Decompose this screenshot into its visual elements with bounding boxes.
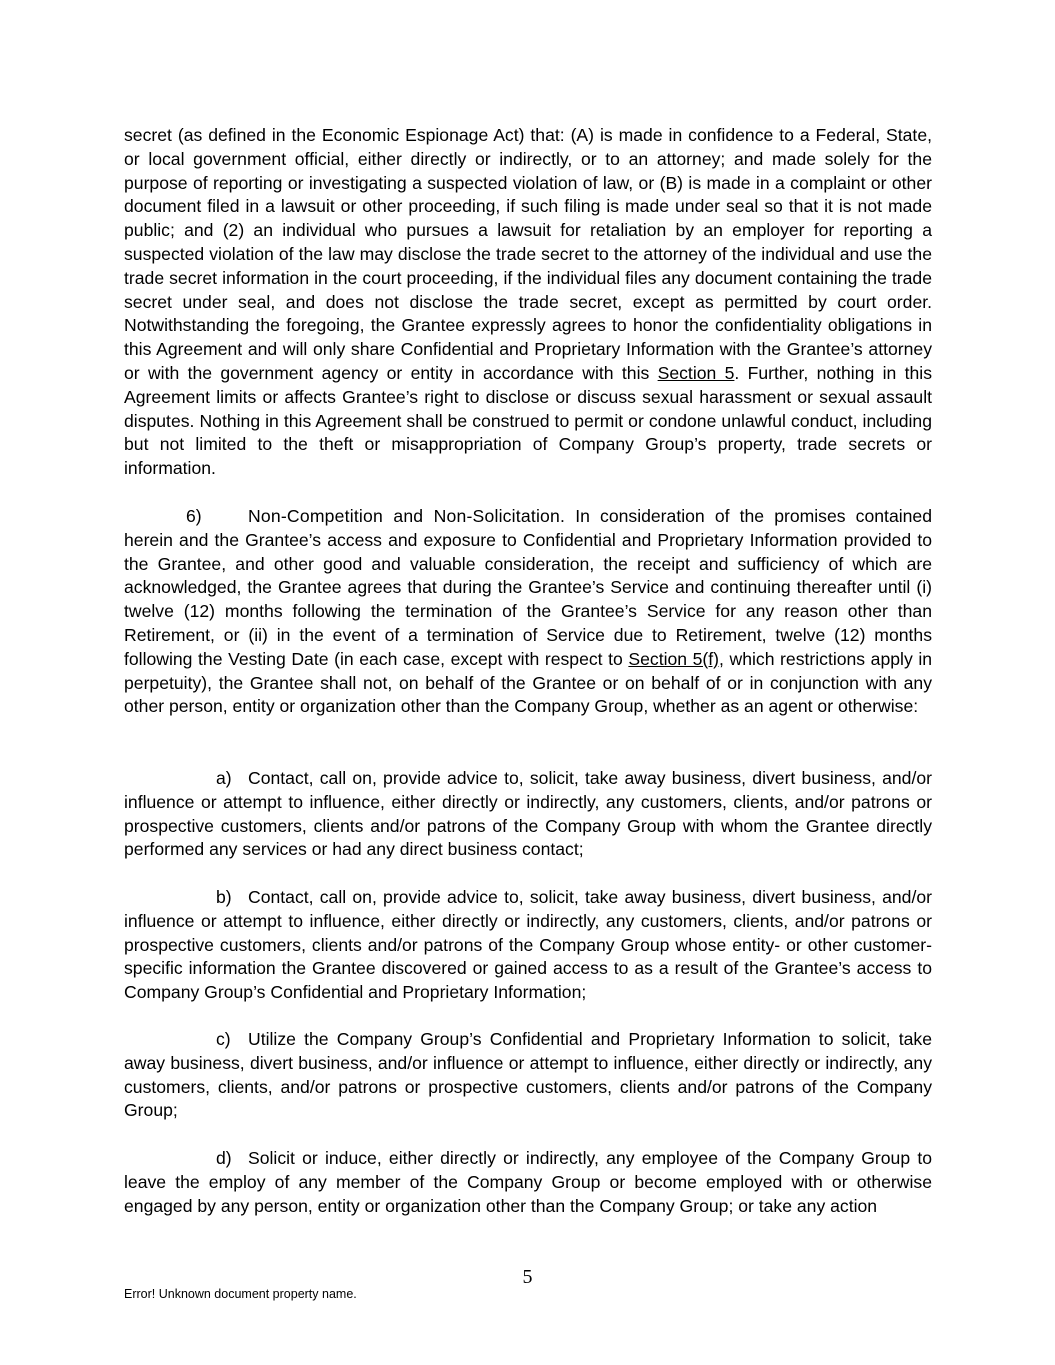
clause-d-letter: d)	[216, 1148, 232, 1168]
intro-text-2: . Further, nothing in this Agreement limits or affects Grantee’s right to disclose or discuss sexual harassment or sexual assault disputes. Nothing in this Agreement shall be construed to permit or condone unlawful conduct, including but not limited to the theft or misappropriation of Company Group’s property, trade secrets or information.	[124, 362, 933, 479]
clause-c	[124, 1028, 932, 1123]
clause-c-letter: c)	[216, 1029, 231, 1049]
page-number: 5	[522, 1266, 533, 1288]
section-6-number: 6)	[186, 506, 202, 526]
intro-paragraph	[124, 124, 932, 481]
section-6-paragraph	[124, 505, 932, 719]
footer-text: Error! Unknown document property name.	[124, 1287, 357, 1301]
clause-b-letter: b)	[216, 887, 232, 907]
section-6-text-2: , which restrictions apply in perpetuity), the Grantee shall not, on behalf of the Grantee or on behalf of or in conjunction with any other person, entity or organization other than the Company Group, whether as an agent or otherwise:	[124, 648, 933, 717]
clause-a-text: Contact, call on, provide advice to, solicit, take away business, divert business, and/or influence or attempt to influence, either directly or indirectly, any customers, clients, and/or patrons or prospective customers, clients and/or patrons of the Company Group with whom the Grantee directly performed any services or had any direct business contact;	[124, 768, 932, 860]
clause-c-text: Utilize the Company Group’s Confidential and Proprietary Information to solicit, take away business, divert business, and/or influence or attempt to influence, either directly or indirectly, any customers, clients, and/or patrons or prospective customers, clients and/or patrons of the Company Group;	[124, 1029, 932, 1121]
section-5f-reference: Section 5(f)	[628, 648, 720, 669]
section-6-heading: Non-Competition and Non-Solicitation.	[248, 506, 566, 526]
clause-d-text: Solicit or induce, either directly or indirectly, any employee of the Company Group to leave the employ of any member of the Company Group or become employed with or otherwise engaged by any person, entity or organization other than the Company Group; or take any action	[124, 1148, 932, 1216]
intro-text-1: secret (as defined in the Economic Espionage Act) that: (A) is made in confidence to a Federal, State, or local government official, either directly or indirectly, or to an attorney; and made solely for the purpose of reporting or investigating a suspected violation of law, or (B) is made in a complaint or other document filed in a lawsuit or other proceeding, if such filing is made under seal so that it is not made public; and (2) an individual who pursues a lawsuit for retaliation by an employer for reporting a suspected violation of the law may disclose the trade secret to the attorney of the individual and use the trade secret information in the court proceeding, if the individual files any document containing the trade secret under seal, and does not disclose the trade secret, except as permitted by court order. Notwithstanding the foregoing, the Grantee expressly agrees to honor the confidentiality obligations in this Agreement and will only share Confidential and Proprietary Information with the Grantee’s attorney or with the government agency or entity in accordance with this	[124, 125, 932, 383]
clause-a-letter: a)	[216, 768, 232, 788]
clause-a	[124, 767, 932, 862]
clause-b	[124, 886, 932, 1005]
clause-d	[124, 1147, 932, 1218]
clause-b-text: Contact, call on, provide advice to, solicit, take away business, divert business, and/or influence or attempt to influence, either directly or indirectly, any customers, clients, and/or patrons or prospective customers, clients and/or patrons of the Company Group whose entity- or other customer-specific information the Grantee discovered or gained access to as a result of the Grantee’s access to Company Group’s Confidential and Proprietary Information;	[124, 887, 932, 1003]
section-6-text-1: In consideration of the promises contained herein and the Grantee’s access and exposure to Confidential and Proprietary Information provided to the Grantee, and other good and valuable consideration, the receipt and sufficiency of which are acknowledged, the Grantee agrees that during the Grantee’s Service and continuing thereafter until (i) twelve (12) months following the termination of the Grantee’s Service for any reason other than Retirement, or (ii) in the event of a termination of Service due to Retirement, twelve (12) months following the Vesting Date (in each case, except with respect to	[124, 506, 932, 669]
section-5-reference: Section 5	[657, 362, 735, 383]
